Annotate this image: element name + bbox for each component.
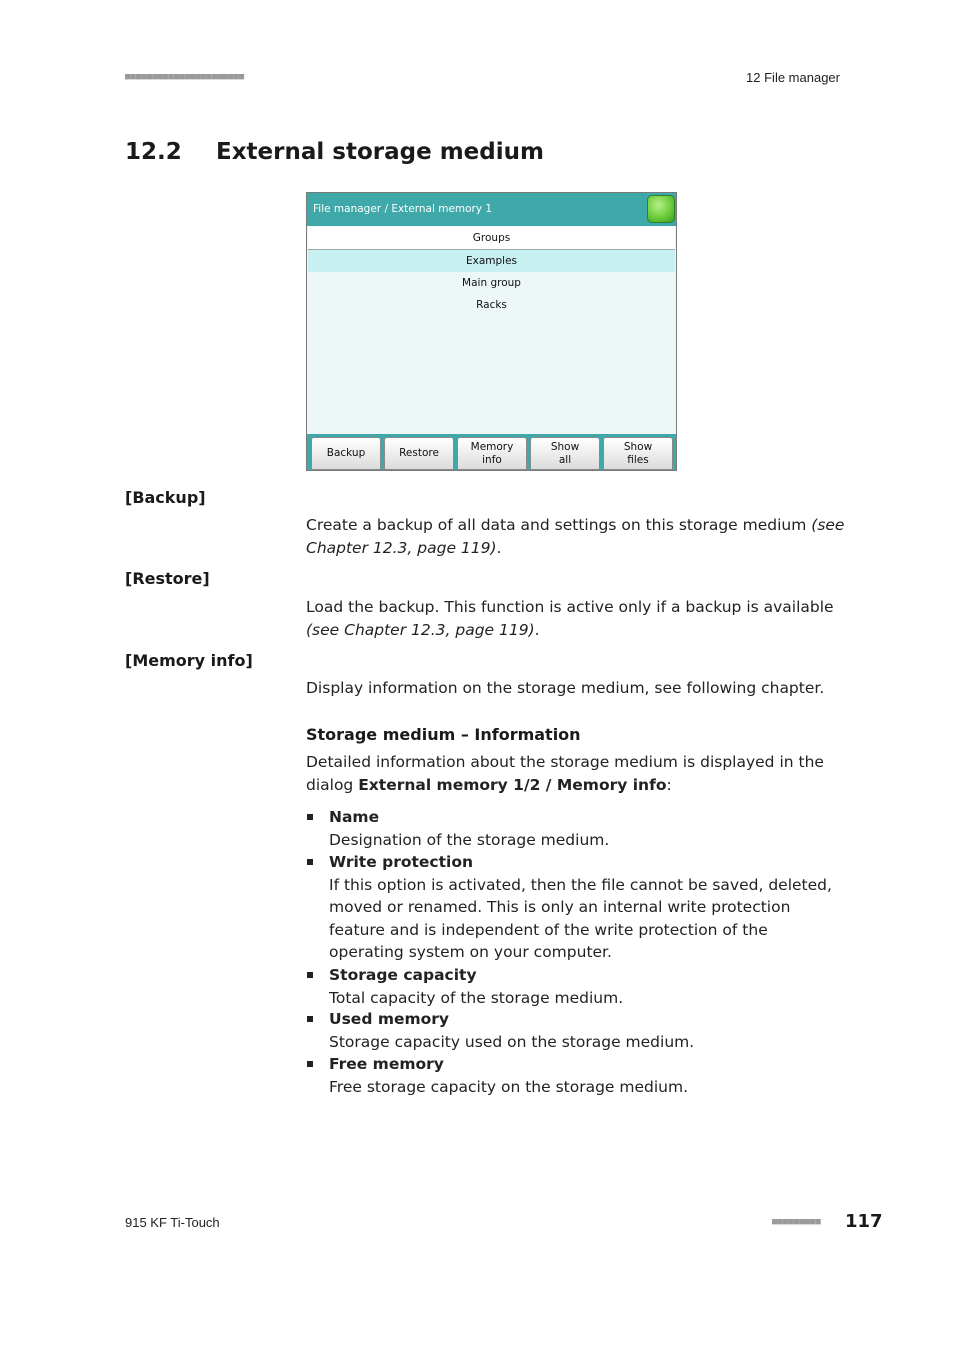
- list-item-racks[interactable]: Racks: [476, 299, 507, 311]
- show-files-button[interactable]: Show files: [603, 437, 673, 470]
- header-decoration: ■■■■■■■■■■■■■■■■■■■■■■: [125, 72, 245, 82]
- list-item: Name Designation of the storage medium.: [306, 806, 846, 851]
- file-list: [308, 227, 675, 316]
- dialog-name: External memory 1/2 / Memory info: [358, 775, 667, 794]
- bullet-icon: [307, 859, 313, 865]
- list-item-examples[interactable]: Examples: [308, 250, 675, 272]
- term-memory-info: [Memory info]: [125, 651, 253, 670]
- page-number: 117: [845, 1211, 883, 1232]
- show-all-button[interactable]: Show all: [530, 437, 600, 470]
- screen-titlebar: [307, 193, 676, 226]
- bullet-icon: [307, 972, 313, 978]
- bullet-icon: [307, 1016, 313, 1022]
- list-item-main-group[interactable]: Main group: [462, 277, 521, 289]
- list-item: Free memory Free storage capacity on the storage medium.: [306, 1053, 846, 1098]
- list-item: Used memory Storage capacity used on the storage medium.: [306, 1008, 846, 1053]
- footer-decoration: ■■■■■■■■■: [772, 1217, 821, 1227]
- section-heading: External storage medium: [216, 139, 544, 165]
- section-number: 12.2: [125, 139, 182, 165]
- footer-product: 915 KF Ti-Touch: [125, 1215, 220, 1230]
- device-screenshot: [306, 192, 677, 471]
- restore-button[interactable]: Restore: [384, 437, 454, 470]
- list-header: Groups: [308, 227, 675, 250]
- cross-reference[interactable]: (see Chapter 12.3, page 119): [306, 620, 535, 639]
- term-restore: [Restore]: [125, 569, 210, 588]
- backup-description: Create a backup of all data and settings on this storage medium (see Chapter 12.3, page 119).: [306, 516, 845, 557]
- list-item: Write protection If this option is activated, then the file cannot be saved, deleted, moved or renamed. This is only an internal write protection feature and is independent of the write protection of the operating system on your computer.: [306, 851, 846, 964]
- storage-info-intro: Detailed information about the storage medium is displayed in the dialog External memory 1/2 / Memory info:: [306, 753, 824, 794]
- running-header: 12 File manager: [746, 70, 840, 85]
- button-bar: [307, 434, 676, 470]
- screen-title: File manager / External memory 1: [313, 203, 493, 215]
- bullet-icon: [307, 1061, 313, 1067]
- backup-button[interactable]: Backup: [311, 437, 381, 470]
- restore-description: Load the backup. This function is active only if a backup is available (see Chapter 12.3, page 119).: [306, 598, 834, 639]
- subsection-heading: Storage medium – Information: [306, 725, 581, 744]
- section-title: [125, 139, 544, 165]
- term-backup: [Backup]: [125, 488, 206, 507]
- memory-info-description: Display information on the storage medium, see following chapter.: [306, 679, 825, 697]
- list-item: Storage capacity Total capacity of the storage medium.: [306, 964, 846, 1009]
- cross-reference[interactable]: (see Chapter 12.3, page 119): [306, 516, 845, 557]
- bullet-icon: [307, 814, 313, 820]
- memory-info-button[interactable]: Memory info: [457, 437, 527, 470]
- status-led-icon[interactable]: [647, 195, 675, 223]
